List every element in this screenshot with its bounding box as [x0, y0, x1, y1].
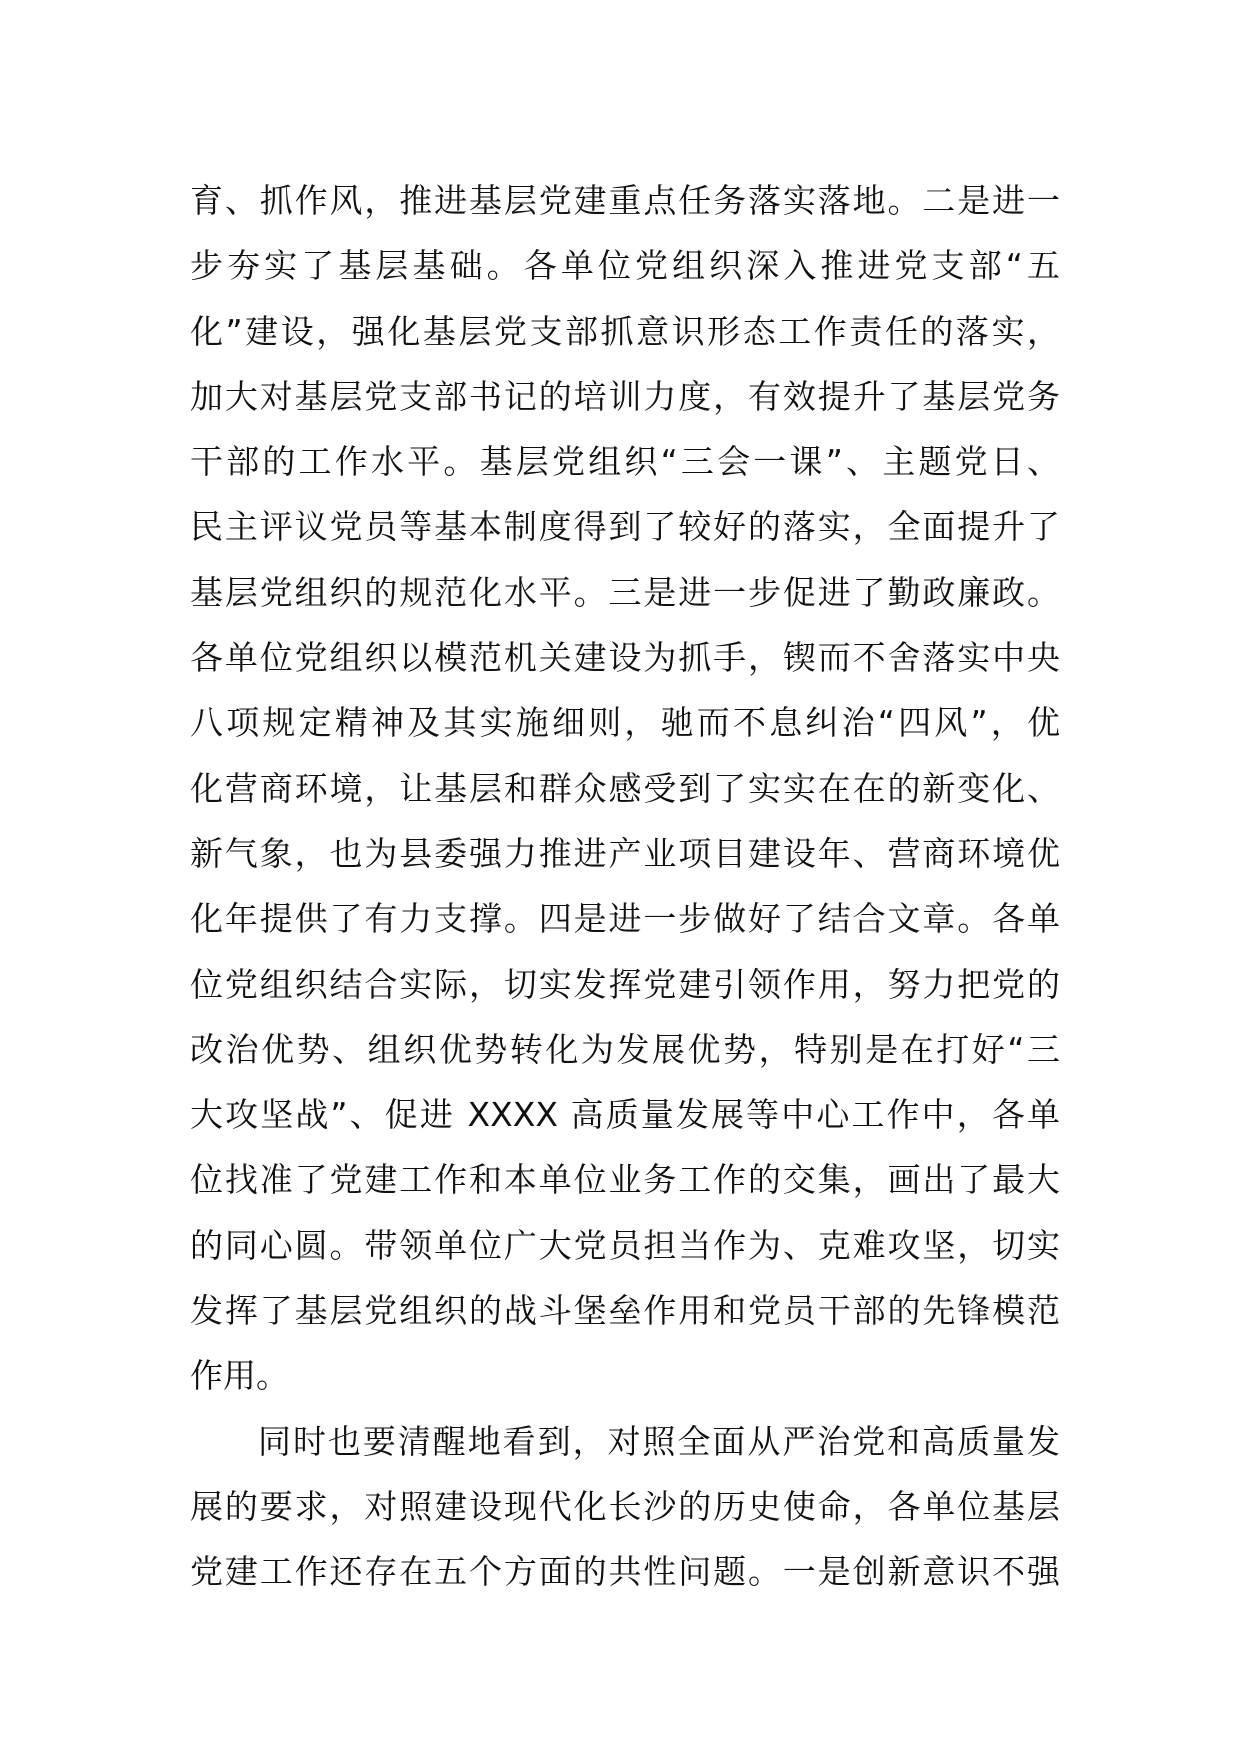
text-line: 步夯实了基层基础。各单位党组织深入推进党支部“五: [190, 246, 1060, 286]
text-line: 干部的工作水平。基层党组织“三会一课”、主题党日、: [190, 442, 1060, 482]
text-line: 化营商环境，让基层和群众感受到了实实在在的新变化、: [190, 768, 1060, 808]
text-line: 各单位党组织以模范机关建设为抓手，锲而不舍落实中央: [190, 638, 1060, 678]
paragraph-2: [190, 1409, 1060, 1605]
text-line: 民主评议党员等基本制度得到了较好的落实，全面提升了: [190, 507, 1060, 547]
text-line: 大攻坚战”、促进 XXXX 高质量发展等中心工作中，各单: [190, 1095, 1060, 1135]
text-line: 化”建设，强化基层党支部抓意识形态工作责任的落实，: [190, 311, 1060, 351]
text-line: 加大对基层党支部书记的培训力度，有效提升了基层党务: [190, 376, 1060, 416]
text-line: 改治优势、组织优势转化为发展优势，特别是在打好“三: [190, 1029, 1060, 1069]
text-line: 基层党组织的规范化水平。三是进一步促进了勤政廉政。: [190, 572, 1060, 612]
text-line: 位党组织结合实际，切实发挥党建引领作用，努力把党的: [190, 964, 1060, 1004]
text-line: 新气象，也为县委强力推进产业项目建设年、营商环境优: [190, 833, 1060, 873]
text-line: 展的要求，对照建设现代化长沙的历史使命，各单位基层: [190, 1486, 1060, 1526]
text-line: 的同心圆。带领单位广大党员担当作为、克难攻坚，切实: [190, 1225, 1060, 1265]
text-line: 化年提供了有力支撑。四是进一步做好了结合文章。各单: [190, 899, 1060, 939]
text-line: 育、抓作风，推进基层党建重点任务落实落地。二是进一: [190, 181, 1060, 220]
paragraph-1: [190, 168, 1060, 1409]
text-line: 位找准了党建工作和本单位业务工作的交集，画出了最大: [190, 1160, 1060, 1200]
document-body: [190, 168, 1060, 1605]
text-line: 作用。: [190, 1356, 289, 1396]
text-line: 同时也要清醒地看到，对照全面从严治党和高质量发: [258, 1421, 1060, 1461]
text-line: 八项规定精神及其实施细则，驰而不息纠治“四风”，优: [190, 703, 1060, 743]
text-line: 党建工作还存在五个方面的共性问题。一是创新意识不强: [190, 1552, 1060, 1592]
text-line: 发挥了基层党组织的战斗堡垒作用和党员干部的先锋模范: [190, 1291, 1060, 1331]
